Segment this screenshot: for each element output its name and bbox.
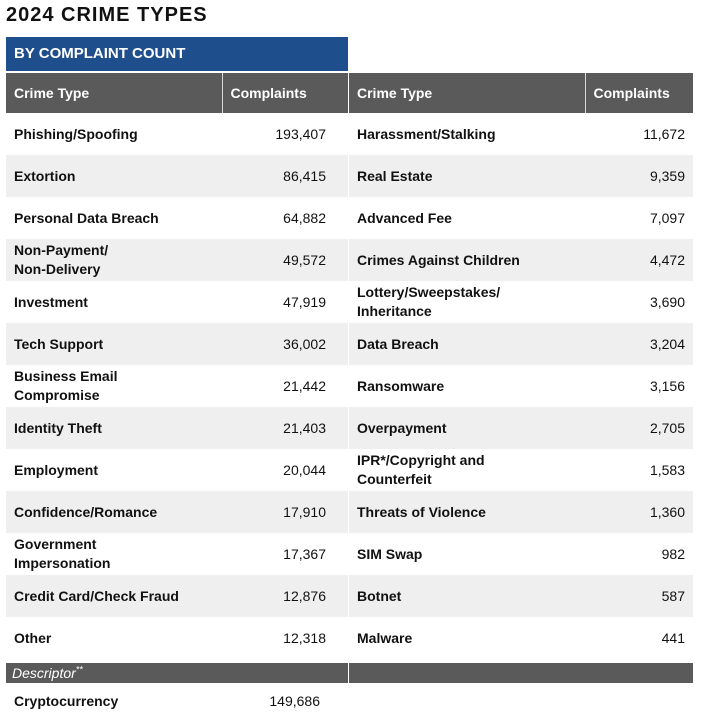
crime-type-cell: Identity Theft bbox=[6, 407, 222, 449]
complaints-cell: 441 bbox=[661, 629, 685, 646]
table-row bbox=[349, 575, 693, 617]
complaints-cell: 20,044 bbox=[283, 461, 326, 478]
table-row bbox=[6, 617, 348, 659]
complaints-cell: 1,583 bbox=[649, 461, 685, 478]
complaints-cell: 17,367 bbox=[283, 545, 326, 562]
crime-type-cell: Crimes Against Children bbox=[349, 239, 585, 281]
table-row bbox=[349, 449, 693, 491]
complaints-cell: 1,360 bbox=[585, 491, 693, 533]
descriptor-footnote-mark: ** bbox=[75, 664, 83, 675]
crime-type-header: Crime Type bbox=[6, 73, 222, 113]
table-row bbox=[6, 365, 348, 407]
crime-type-cell: Investment bbox=[14, 293, 88, 310]
complaints-cell: 3,156 bbox=[649, 377, 685, 394]
complaint-count-banner: BY COMPLAINT COUNT bbox=[6, 37, 348, 71]
complaints-cell: 587 bbox=[585, 575, 693, 617]
crime-type-cell: Botnet bbox=[349, 575, 585, 617]
crime-type-cell: Data Breach bbox=[349, 323, 585, 365]
crime-type-cell: Other bbox=[14, 629, 52, 646]
complaints-cell: 36,002 bbox=[222, 323, 348, 365]
crime-type-cell: IPR*/Copyright and Counterfeit bbox=[357, 452, 485, 487]
crime-type-cell: Threats of Violence bbox=[349, 491, 585, 533]
table-row bbox=[349, 491, 693, 533]
complaints-cell: 17,910 bbox=[222, 491, 348, 533]
table-row bbox=[6, 407, 348, 449]
crime-type-cell: Phishing/Spoofing bbox=[14, 125, 138, 142]
descriptor-bar bbox=[6, 663, 348, 683]
complaints-cell: 11,672 bbox=[643, 125, 685, 142]
table-row bbox=[349, 113, 693, 155]
crime-type-cell: Real Estate bbox=[349, 155, 585, 197]
crime-type-cell: Credit Card/Check Fraud bbox=[6, 575, 222, 617]
descriptor-row bbox=[6, 684, 348, 716]
crime-type-cell: Confidence/Romance bbox=[6, 491, 222, 533]
crime-type-cell: Ransomware bbox=[357, 377, 445, 394]
crime-type-cell: SIM Swap bbox=[357, 545, 423, 562]
crime-type-cell: Overpayment bbox=[349, 407, 585, 449]
table-row bbox=[349, 281, 693, 323]
complaints-cell: 21,403 bbox=[222, 407, 348, 449]
complaints-cell: 9,359 bbox=[585, 155, 693, 197]
crime-table-left bbox=[6, 73, 348, 659]
table-row bbox=[6, 155, 348, 197]
table-row bbox=[349, 533, 693, 575]
complaints-cell: 7,097 bbox=[649, 209, 685, 226]
crime-type-cell: Personal Data Breach bbox=[14, 209, 159, 226]
table-row bbox=[6, 449, 348, 491]
complaints-cell: 149,686 bbox=[269, 693, 320, 709]
complaints-cell: 12,876 bbox=[222, 575, 348, 617]
complaints-cell: 47,919 bbox=[283, 293, 326, 310]
crime-type-cell: Extortion bbox=[6, 155, 222, 197]
table-row bbox=[6, 323, 348, 365]
crime-type-cell: Employment bbox=[14, 461, 99, 478]
table-row bbox=[349, 323, 693, 365]
table-row bbox=[349, 617, 693, 659]
table-row bbox=[6, 197, 348, 239]
table-row bbox=[6, 533, 348, 575]
crime-type-cell: Malware bbox=[357, 629, 413, 646]
table-row bbox=[6, 491, 348, 533]
table-row bbox=[349, 197, 693, 239]
crime-table-right bbox=[349, 73, 693, 659]
descriptor-bar-right bbox=[349, 663, 693, 683]
complaints-cell: 982 bbox=[661, 545, 685, 562]
crime-type-cell: Tech Support bbox=[6, 323, 222, 365]
crime-type-cell: Non-Payment/ Non-Delivery bbox=[6, 239, 222, 281]
complaints-cell: 86,415 bbox=[222, 155, 348, 197]
page-title: 2024 CRIME TYPES bbox=[6, 4, 208, 26]
table-row bbox=[6, 239, 348, 281]
complaints-cell: 2,705 bbox=[585, 407, 693, 449]
crime-type-cell: Cryptocurrency bbox=[14, 693, 119, 709]
table-header-row bbox=[349, 73, 693, 113]
complaints-header: Complaints bbox=[222, 73, 348, 113]
table-row bbox=[6, 575, 348, 617]
table-row bbox=[6, 281, 348, 323]
crime-type-cell: Advanced Fee bbox=[357, 209, 452, 226]
table-row bbox=[349, 407, 693, 449]
complaints-cell: 3,690 bbox=[649, 293, 685, 310]
crime-type-header: Crime Type bbox=[349, 73, 585, 113]
crime-type-cell: Government Impersonation bbox=[14, 536, 111, 571]
descriptor-label: Descriptor bbox=[12, 665, 76, 681]
complaints-cell: 12,318 bbox=[283, 629, 326, 646]
crime-type-cell: Lottery/Sweepstakes/ Inheritance bbox=[357, 284, 501, 319]
complaints-header: Complaints bbox=[585, 73, 693, 113]
complaints-cell: 4,472 bbox=[585, 239, 693, 281]
complaints-cell: 3,204 bbox=[585, 323, 693, 365]
table-row bbox=[349, 239, 693, 281]
table-row bbox=[349, 155, 693, 197]
crime-type-cell: Harassment/Stalking bbox=[357, 125, 496, 142]
table-header-row bbox=[6, 73, 348, 113]
table-row bbox=[6, 113, 348, 155]
crime-type-cell: Business Email Compromise bbox=[14, 368, 118, 403]
complaints-cell: 64,882 bbox=[283, 209, 326, 226]
complaints-cell: 193,407 bbox=[275, 125, 326, 142]
complaints-cell: 21,442 bbox=[283, 377, 326, 394]
complaints-cell: 49,572 bbox=[222, 239, 348, 281]
table-row bbox=[349, 365, 693, 407]
